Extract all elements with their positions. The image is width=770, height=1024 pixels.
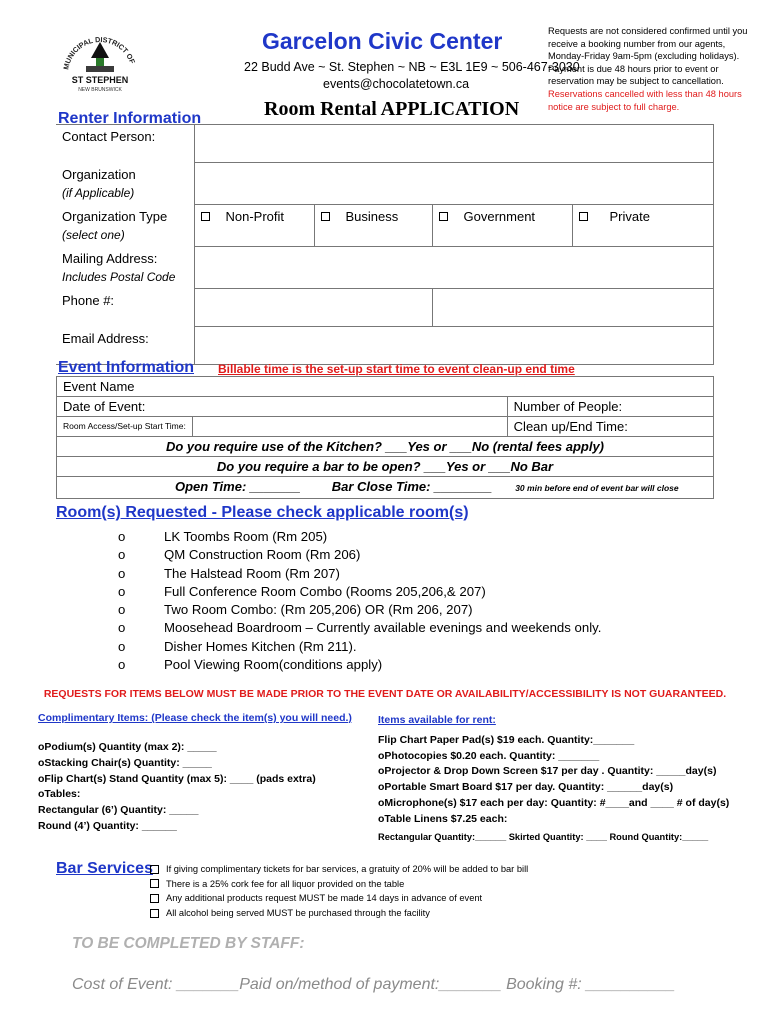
org-type-label-cell — [56, 205, 194, 247]
staff-heading: TO BE COMPLETED BY STAFF: — [72, 935, 305, 952]
logo-arc-text: MUNICIPAL DISTRICT OF — [61, 34, 138, 71]
checkbox-icon[interactable] — [150, 909, 159, 918]
mailing-label-cell — [56, 247, 194, 289]
complimentary-heading: Complimentary Items: (Please check the item(s) you will need.) — [38, 712, 352, 724]
kitchen-question[interactable]: Do you require use of the Kitchen? ___Yes or ___No (rental fees apply) — [57, 437, 714, 457]
venue-title: Garcelon Civic Center — [262, 28, 503, 54]
room-bullet[interactable]: o — [118, 583, 126, 599]
renter-table — [56, 124, 714, 365]
phone-label: Phone #: — [56, 289, 194, 327]
rent-heading: Items available for rent: — [378, 714, 496, 726]
org-type-option: Private — [609, 209, 650, 224]
open-time: Open Time: _______ — [175, 479, 301, 494]
mailing-label: Mailing Address: — [62, 250, 158, 266]
bar-service-item[interactable] — [150, 906, 528, 921]
bar-services-heading: Bar Services — [56, 860, 153, 877]
organization-sub: (if Applicable) — [62, 185, 135, 200]
complimentary-item[interactable]: oTables: — [38, 788, 81, 801]
org-type-option: Non-Profit — [225, 209, 285, 224]
bar-service-text: If giving complimentary tickets for bar services, a gratuity of 20% will be added to bar bill — [166, 864, 529, 874]
room-item[interactable] — [118, 619, 601, 637]
organization-field[interactable] — [194, 163, 714, 205]
complimentary-item[interactable]: Rectangular (6’) Quantity: _____ — [38, 804, 199, 817]
org-type-private[interactable] — [572, 205, 714, 247]
organization-label: Organization — [62, 166, 136, 182]
requests-notice: REQUESTS FOR ITEMS BELOW MUST BE MADE PRIOR TO THE EVENT DATE OR AVAILABILITY/ACCESSIBILITY IS NOT GUARANTEED. — [43, 688, 727, 700]
cleanup-label: Clean up/End Time: — [513, 419, 628, 434]
room-bullet[interactable]: o — [118, 565, 126, 581]
checkbox-icon[interactable] — [579, 212, 588, 221]
venue-address: 22 Budd Ave ~ St. Stephen ~ NB ~ E3L 1E9 ~ 506-467-3030 — [244, 60, 580, 74]
room-label: Disher Homes Kitchen (Rm 211). — [164, 638, 357, 654]
rooms-list — [118, 528, 601, 674]
email-field[interactable] — [194, 327, 714, 365]
event-heading: Event Information — [58, 359, 195, 376]
room-item[interactable] — [118, 601, 601, 619]
renter-heading: Renter Information — [58, 110, 202, 127]
org-type-government[interactable] — [432, 205, 572, 247]
contact-label: Contact Person: — [56, 125, 194, 163]
mailing-field[interactable] — [194, 247, 714, 289]
rent-item[interactable]: oMicrophone(s) $17 each per day: Quantity: #____and ____ # of day(s) — [378, 796, 730, 809]
room-item[interactable] — [118, 583, 601, 601]
contact-field[interactable] — [194, 125, 714, 163]
rent-item[interactable]: Flip Chart Paper Pad(s) $19 each. Quantity:_______ — [378, 734, 635, 746]
org-type-label: Organization Type — [62, 208, 168, 224]
org-type-sub: (select one) — [62, 227, 125, 242]
room-bullet[interactable]: o — [118, 638, 126, 654]
bar-question[interactable]: Do you require a bar to be open? ___Yes or ___No Bar — [57, 457, 714, 477]
logo-sub: NEW BRUNSWICK — [78, 87, 122, 93]
room-item[interactable] — [118, 656, 601, 674]
close-time: Bar Close Time: ________ — [331, 479, 492, 494]
rent-item[interactable]: oPortable Smart Board $17 per day. Quantity: ______day(s) — [378, 781, 674, 794]
checkbox-icon[interactable] — [439, 212, 448, 221]
complimentary-item[interactable]: oFlip Chart(s) Stand Quantity (max 5): ____ (pads extra) — [38, 772, 316, 785]
room-item[interactable] — [118, 528, 601, 546]
checkbox-icon[interactable] — [150, 894, 159, 903]
room-label: Moosehead Boardroom – Currently available evenings and weekends only. — [164, 620, 602, 636]
room-label: Full Conference Room Combo (Rooms 205,206,& 207) — [164, 583, 486, 599]
room-bullet[interactable]: o — [118, 657, 126, 673]
room-bullet[interactable]: o — [118, 620, 126, 636]
email-label: Email Address: — [56, 327, 194, 365]
room-label: QM Construction Room (Rm 206) — [164, 547, 361, 563]
checkbox-icon[interactable] — [321, 212, 330, 221]
room-label: Two Room Combo: (Rm 205,206) OR (Rm 206, 207) — [164, 602, 473, 618]
organization-label-cell — [56, 163, 194, 205]
complimentary-item[interactable]: oStacking Chair(s) Quantity: _____ — [38, 756, 212, 769]
org-type-option: Business — [345, 209, 399, 224]
bar-service-text: Any additional products request MUST be made 14 days in advance of event — [166, 893, 483, 904]
room-label: The Halstead Room (Rm 207) — [164, 565, 340, 581]
district-logo — [58, 28, 142, 94]
mailing-sub: Includes Postal Code — [62, 269, 176, 284]
rent-item[interactable]: oPhotocopies $0.20 each. Quantity: _______ — [378, 749, 600, 762]
logo-name: ST STEPHEN — [71, 75, 129, 85]
bar-service-text: All alcohol being served MUST be purchased through the facility — [166, 907, 430, 918]
phone-field[interactable] — [194, 289, 432, 327]
event-name-label: Event Name — [63, 379, 135, 394]
room-item[interactable] — [118, 638, 601, 656]
access-field[interactable] — [193, 417, 508, 437]
event-date-field[interactable] — [57, 397, 508, 417]
room-bullet[interactable]: o — [118, 547, 126, 563]
close-note: 30 min before end of event bar will close — [515, 483, 679, 493]
room-bullet[interactable]: o — [118, 602, 126, 618]
people-field[interactable] — [507, 397, 713, 417]
booking-notice-text: Requests are not considered confirmed until you receive a booking number from our agents, Monday-Friday 9am-5pm (excluding holidays). Payment is due 48 hours prior to event or reservation may be subject to cancellation. — [548, 26, 748, 87]
org-type-option: Government — [463, 209, 536, 224]
access-label: Room Access/Set-up Start Time: — [57, 417, 193, 437]
phone-field-alt[interactable] — [432, 289, 714, 327]
people-label: Number of People: — [513, 399, 623, 414]
bar-services-list — [150, 862, 528, 920]
staff-fields[interactable]: Cost of Event: _______Paid on/method of payment:_______ Booking #: __________ — [72, 976, 676, 993]
org-type-nonprofit[interactable] — [194, 205, 314, 247]
checkbox-icon[interactable] — [150, 865, 159, 874]
rent-item[interactable]: oTable Linens $7.25 each: — [378, 812, 508, 825]
rent-list — [378, 733, 738, 846]
bar-service-text: There is a 25% cork fee for all liquor provided on the table — [166, 878, 405, 889]
bar-service-item[interactable] — [150, 877, 528, 892]
complimentary-item[interactable]: Round (4’) Quantity: ______ — [38, 819, 177, 832]
room-label: LK Toombs Room (Rm 205) — [164, 529, 328, 544]
billable-note: Billable time is the set-up start time to event clean-up end time — [218, 362, 575, 376]
checkbox-icon[interactable] — [201, 212, 210, 221]
form-title: Room Rental APPLICATION — [264, 98, 520, 120]
checkbox-icon[interactable] — [150, 879, 159, 888]
event-name-field[interactable] — [57, 377, 714, 397]
bar-service-item[interactable] — [150, 891, 528, 906]
complimentary-item[interactable]: oPodium(s) Quantity (max 2): _____ — [38, 741, 217, 753]
org-type-business[interactable] — [314, 205, 432, 247]
bar-service-item[interactable] — [150, 862, 528, 877]
booking-notice — [548, 25, 748, 113]
venue-email: events@chocolatetown.ca — [323, 77, 470, 91]
rent-item[interactable]: oProjector & Drop Down Screen $17 per day . Quantity: _____day(s) — [378, 765, 717, 778]
room-bullet[interactable]: o — [118, 529, 126, 544]
event-date-label: Date of Event: — [63, 399, 146, 414]
room-item[interactable] — [118, 565, 601, 583]
room-item[interactable] — [118, 546, 601, 564]
cancellation-notice: Reservations cancelled with less than 48 hours notice are subject to full charge. — [548, 88, 742, 112]
event-table — [56, 376, 714, 499]
complimentary-list — [38, 740, 316, 835]
rooms-heading: Room(s) Requested - Please check applicable room(s) — [56, 504, 469, 521]
room-label: Pool Viewing Room(conditions apply) — [164, 657, 383, 673]
bar-times-row[interactable] — [57, 477, 714, 499]
cleanup-field[interactable] — [507, 417, 713, 437]
linens-quantities[interactable]: Rectangular Quantity:______ Skirted Quantity: ____ Round Quantity:_____ — [378, 832, 709, 843]
